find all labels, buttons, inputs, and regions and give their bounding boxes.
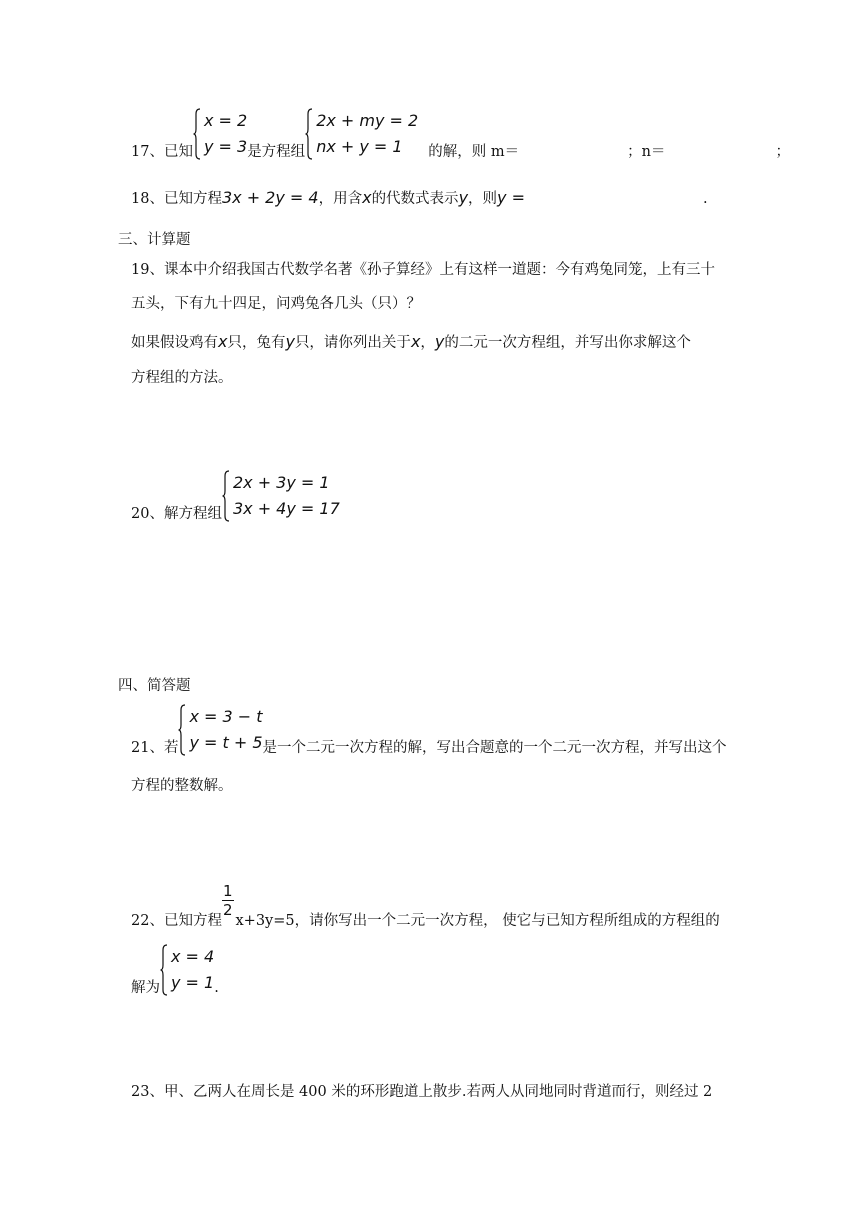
q18-prefix: 18、已知方程 [131,191,222,207]
q18-var-x: x [362,188,372,207]
question-19-line-1: 19、课本中介绍我国古代数学名著《孙子算经》上有这样一道题：今有鸡兔同笼，上有三十 [131,262,715,278]
question-20 [131,470,340,524]
brace-icon [222,470,230,522]
question-21 [131,704,727,758]
brace-icon [305,108,313,160]
q17-sol-line-2: y = 3 [203,137,248,156]
q18-text-1: ，用含 [318,191,363,207]
q19-var-x: x [218,332,228,351]
question-19-line-2: 五头，下有九十四足，问鸡兔各几头（只）？ [131,296,421,312]
q22-frac-num: 1 [222,882,233,900]
q22-frac-den: 2 [222,901,233,919]
question-22 [131,882,720,931]
q19-text-a: 如果假设鸡有 [131,335,218,351]
question-23-line-1: 23、甲、乙两人在周长是 400 米的环形跑道上散步.若两人从同地同时背道而行，则经过 2 [131,1084,713,1100]
question-17 [131,108,790,162]
q19-text-d: 的二元一次方程组，并写出你求解这个 [444,335,691,351]
q22-text: x+3y=5，请你写出一个二元一次方程， 使它与已知方程所组成的方程组的 [235,913,720,929]
q19-var-y2: y [434,332,445,351]
q17-mid: 是方程组 [247,144,306,160]
q22-sys-line-1: x = 4 [171,947,215,966]
q19-comma: ， [420,335,435,351]
question-19-line-3 [131,332,691,353]
brace-icon [193,108,201,160]
q18-text-2: 的代数式表示 [371,191,459,207]
q17-sol-line-1: x = 2 [203,111,248,130]
q18-text-3: ，则 [468,191,498,207]
q17-prefix: 17、已知 [131,144,193,160]
q17-equation-system [305,108,418,160]
q19-text-c: 只，请你列出关于 [294,335,411,351]
q22-fraction [222,882,234,919]
q20-prefix: 20、解方程组 [131,506,222,522]
q21-line-1: 是一个二元一次方程的解，写出合题意的一个二元一次方程，并写出这个 [262,740,727,756]
q17-suffix-2: ；n＝ [627,144,666,160]
q21-sys-line-1: x = 3 − t [189,707,263,726]
brace-icon [160,944,168,996]
q19-var-y: y [285,332,295,351]
question-21-line-2: 方程的整数解。 [131,778,233,794]
question-19-line-4: 方程组的方法。 [131,370,233,386]
q18-var-y: y [458,188,469,207]
q17-suffix-3: ； [775,144,790,160]
q19-text-b: 只，兔有 [227,335,286,351]
q21-prefix: 21、若 [131,740,179,756]
question-18 [131,188,708,209]
q18-end: . [703,191,708,207]
q17-sys-line-2: nx + y = 1 [316,137,403,156]
q22-end: . [214,980,219,996]
q22-prefix-2: 解为 [131,980,160,996]
q20-sys-line-2: 3x + 4y = 17 [232,499,340,518]
q17-suffix-1: 的解，则 m＝ [428,144,520,160]
q17-solution-system [193,108,247,160]
q22-sys-line-2: y = 1 [171,973,215,992]
q17-sys-line-1: 2x + my = 2 [316,111,419,130]
question-22-line-2 [131,944,219,998]
q22-prefix: 22、已知方程 [131,913,222,929]
q20-equation-system [222,470,340,522]
section-heading-4: 四、简答题 [118,678,191,694]
q21-sys-line-2: y = t + 5 [189,733,263,752]
q18-y-equals: y = [497,188,525,207]
section-heading-3: 三、计算题 [118,232,191,248]
q19-var-x2: x [410,332,421,351]
q20-sys-line-1: 2x + 3y = 1 [232,473,330,492]
q21-solution-system [178,704,262,756]
q18-equation: 3x + 2y = 4 [221,188,319,207]
brace-icon [178,704,186,756]
q22-solution-system [160,944,214,996]
